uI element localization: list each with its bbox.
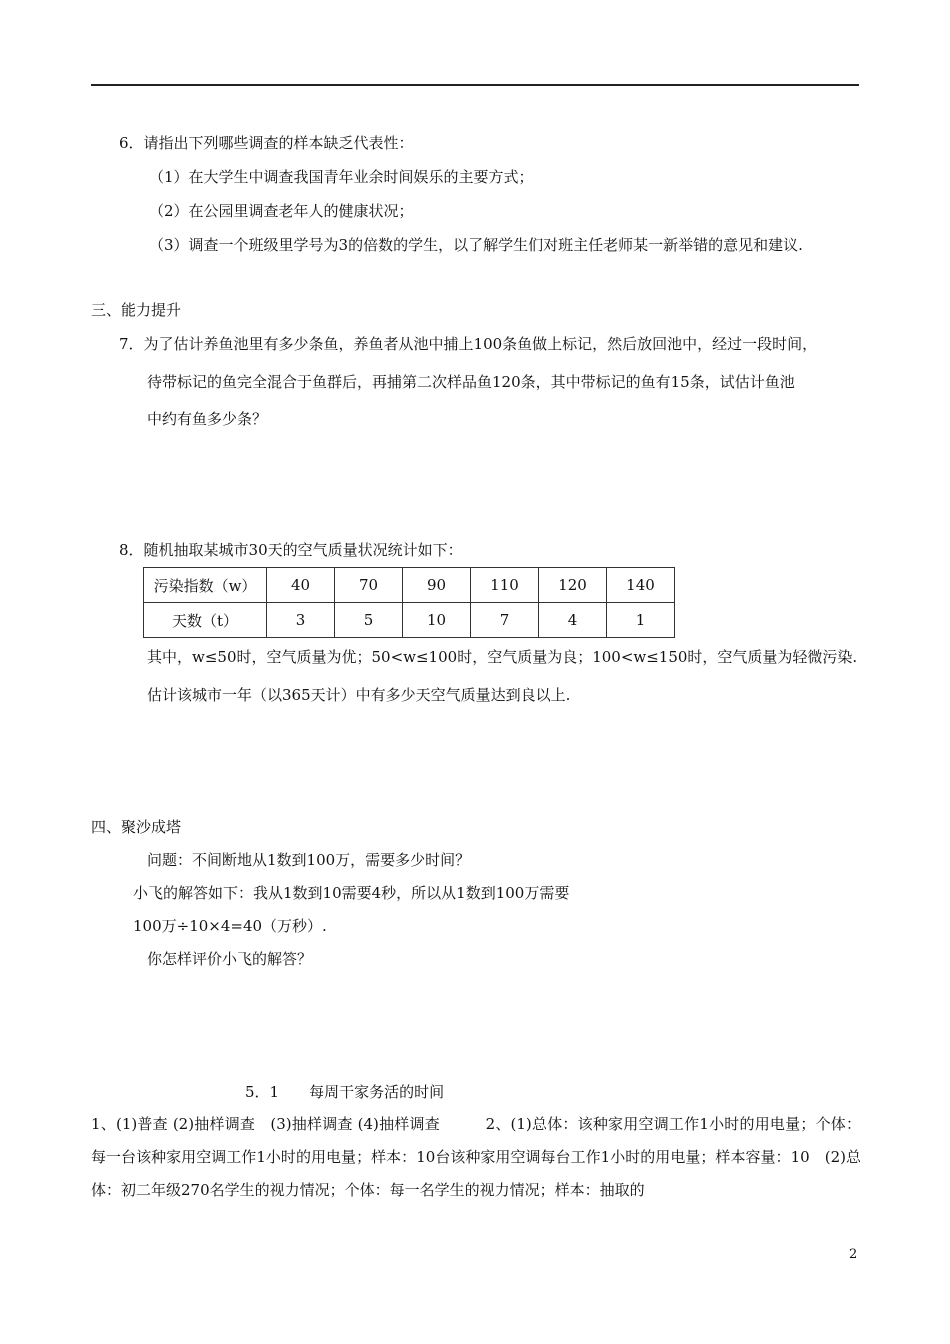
table-cell: 10 (403, 603, 471, 638)
table-cell: 120 (539, 568, 607, 603)
section-4-question: 问题：不间断地从1数到100万，需要多少时间？ (147, 851, 471, 869)
question-6-item-3: （3）调查一个班级里学号为3的倍数的学生，以了解学生们对班主任老师某一新举错的意见和建议. (149, 236, 803, 254)
table-cell: 1 (607, 603, 675, 638)
page-number: 2 (849, 1247, 858, 1262)
answers-body: 1、(1)普查 (2)抽样调查 (3)抽样调查 (4)抽样调查 2、(1)总体：该种家用空调工作1小时的用电量；个体：每一台该种家用空调工作1小时的用电量；样本：10台该种家用空调每台工作1小时的用电量；样本容量：10 (2)总体：初二年级270名学生的视力情况；个体：每一名学生的视力情况；样本：抽取的 (91, 1115, 861, 1199)
question-6-stem: 6．请指出下列哪些调查的样本缺乏代表性： (119, 134, 414, 152)
table-cell: 3 (267, 603, 335, 638)
table-cell: 70 (335, 568, 403, 603)
section-4-title: 四、聚沙成塔 (91, 818, 182, 836)
question-6-item-1: （1）在大学生中调查我国青年业余时间娱乐的主要方式； (149, 168, 534, 186)
table-cell: 90 (403, 568, 471, 603)
table-cell: 4 (539, 603, 607, 638)
table-cell: 140 (607, 568, 675, 603)
question-8-stem: 8．随机抽取某城市30天的空气质量状况统计如下： (119, 541, 463, 559)
air-quality-table (143, 567, 675, 638)
table-row (144, 568, 675, 603)
question-6-item-2: （2）在公园里调查老年人的健康状况； (149, 202, 414, 220)
question-8-note-2: 估计该城市一年（以365天计）中有多少天空气质量达到良以上. (147, 686, 571, 704)
question-7-line-3: 中约有鱼多少条？ (147, 410, 268, 428)
question-7-line-1: 7．为了估计养鱼池里有多少条鱼，养鱼者从池中捕上100条鱼做上标记，然后放回池中，经过一段时间， (119, 335, 818, 353)
header-rule (91, 84, 859, 86)
answers-title: 5．1 每周干家务活的时间 (245, 1083, 445, 1101)
table-cell: 110 (471, 568, 539, 603)
section-4-answer-line-1: 小飞的解答如下：我从1数到10需要4秒，所以从1数到100万需要 (133, 884, 570, 902)
section-4-ask: 你怎样评价小飞的解答？ (147, 950, 313, 968)
table-cell: 5 (335, 603, 403, 638)
table-row-label: 污染指数（w） (144, 568, 267, 603)
section-4-answer-line-2: 100万÷10×4=40（万秒）. (133, 917, 327, 935)
table-row (144, 603, 675, 638)
table-cell: 7 (471, 603, 539, 638)
table-row-label: 天数（t） (144, 603, 267, 638)
section-3-title: 三、能力提升 (91, 301, 182, 319)
question-8-note-1: 其中，w≤50时，空气质量为优；50<w≤100时，空气质量为良；100<w≤150时，空气质量为轻微污染. (147, 648, 858, 666)
table-cell: 40 (267, 568, 335, 603)
question-7-line-2: 待带标记的鱼完全混合于鱼群后，再捕第二次样品鱼120条，其中带标记的鱼有15条，试估计鱼池 (147, 373, 795, 391)
